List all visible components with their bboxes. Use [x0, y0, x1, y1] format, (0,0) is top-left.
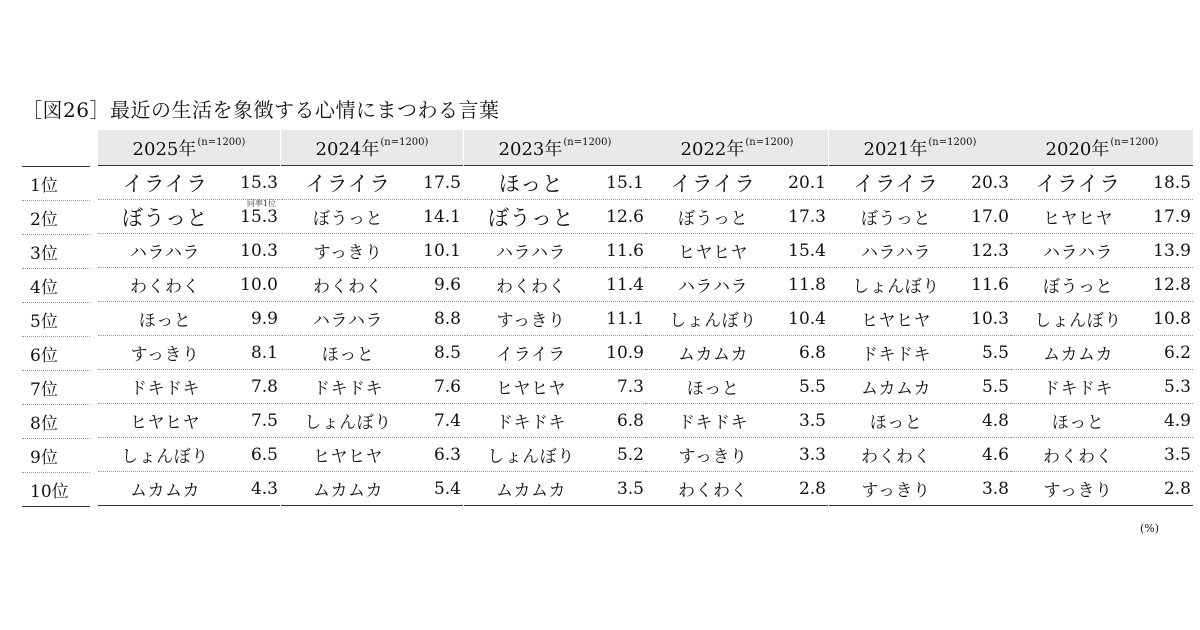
emotion-word: わくわく: [130, 277, 200, 297]
year-header: [1011, 130, 1193, 166]
year-table: [464, 130, 646, 506]
emotion-word: ムカムカ: [678, 345, 748, 365]
sample-size: (n=1200): [563, 137, 612, 148]
table-row: [464, 438, 646, 472]
percent-value: [232, 173, 280, 193]
emotion-word: イライラ: [1035, 171, 1121, 196]
rank-label: 5位: [30, 312, 58, 332]
percent-text: 6.3: [433, 444, 461, 465]
table-row: [1011, 404, 1193, 438]
table-row: [829, 472, 1011, 506]
percent-value: [963, 207, 1011, 227]
percent-text: 8.5: [433, 342, 461, 363]
percent-text: 4.9: [1163, 410, 1191, 431]
sample-size: (n=1200): [745, 137, 794, 148]
percent-text: 5.5: [981, 342, 1009, 363]
percent-text: 6.8: [616, 410, 644, 431]
percent-value: [598, 275, 646, 295]
emotion-word: ムカムカ: [130, 481, 200, 501]
emotion-word: わくわく: [861, 447, 931, 467]
emotion-word: すっきり: [130, 345, 200, 365]
table-row: [281, 234, 463, 268]
emotion-word: ぼうっと: [678, 209, 748, 229]
table-row: [1011, 370, 1193, 404]
year-header: [829, 130, 1011, 166]
emotion-word: ヒヤヒヤ: [130, 413, 200, 433]
rank-label: 1位: [30, 176, 58, 196]
percent-value: [415, 173, 463, 193]
rank-label: 2位: [30, 210, 58, 230]
emotion-word: しょんぼり: [121, 447, 209, 467]
percent-value: [1145, 173, 1193, 193]
table-row: [281, 268, 463, 302]
percent-value: [598, 241, 646, 261]
year-label: 2025年: [132, 138, 197, 160]
percent-text: 15.1: [606, 172, 644, 193]
rank-row: [22, 371, 90, 405]
rank-label: 9位: [30, 448, 58, 468]
table-row: [829, 234, 1011, 268]
emotion-word: ぼうっと: [1043, 277, 1113, 297]
table-row: [464, 200, 646, 234]
table-row: [464, 268, 646, 302]
emotion-word: ぼうっと: [313, 209, 383, 229]
percent-text: 6.2: [1163, 342, 1191, 363]
percent-value: [415, 445, 463, 465]
percent-text: 5.2: [616, 444, 644, 465]
emotion-word: ドキドキ: [678, 413, 748, 433]
percent-text: 7.8: [250, 376, 278, 397]
tie-note: 同率1位: [246, 198, 276, 208]
table-row: [98, 370, 280, 404]
emotion-word: ほっと: [321, 345, 375, 365]
emotion-word: しょんぼり: [1034, 311, 1122, 331]
rank-row: [22, 473, 90, 507]
table-row: [464, 472, 646, 506]
table-row: [646, 336, 828, 370]
table-row: [464, 234, 646, 268]
emotion-word: しょんぼり: [669, 311, 757, 331]
percent-value: [1145, 241, 1193, 261]
percent-text: 8.8: [433, 308, 461, 329]
rank-row: [22, 337, 90, 371]
sample-size: (n=1200): [928, 137, 977, 148]
percent-text: 2.8: [1163, 478, 1191, 499]
table-row: [281, 166, 463, 200]
percent-value: [415, 343, 463, 363]
percent-value: [963, 241, 1011, 261]
emotion-word: ヒヤヒヤ: [861, 311, 931, 331]
percent-text: 7.6: [433, 376, 461, 397]
percent-value: [963, 411, 1011, 431]
percent-value: [963, 479, 1011, 499]
table-row: [829, 268, 1011, 302]
percent-value: [780, 173, 828, 193]
emotion-word: イライラ: [305, 171, 391, 196]
table-row: [646, 268, 828, 302]
year-table: [98, 130, 280, 506]
percent-text: 12.6: [606, 206, 644, 227]
table-row: [646, 234, 828, 268]
year-header: [646, 130, 828, 166]
percent-value: [598, 343, 646, 363]
percent-text: 10.1: [423, 240, 461, 261]
percent-value: [415, 275, 463, 295]
percent-text: 10.9: [606, 342, 644, 363]
percent-text: 11.4: [606, 274, 644, 295]
emotion-word: ぼうっと: [861, 209, 931, 229]
percent-text: 5.5: [981, 376, 1009, 397]
percent-text: 4.3: [250, 478, 278, 499]
emotion-word: ほっと: [498, 171, 564, 196]
emotion-word: すっきり: [1043, 481, 1113, 501]
percent-value: [963, 173, 1011, 193]
emotion-word: ハラハラ: [678, 277, 748, 297]
percent-value: [415, 207, 463, 227]
emotion-word: わくわく: [313, 277, 383, 297]
emotion-word: ほっと: [869, 413, 923, 433]
table-row: [646, 472, 828, 506]
rank-row: [22, 235, 90, 269]
percent-value: [232, 309, 280, 329]
table-row: [281, 472, 463, 506]
percent-text: 14.1: [423, 206, 461, 227]
rank-label: 7位: [30, 380, 58, 400]
percent-text: 17.3: [788, 206, 826, 227]
percent-text: 8.1: [250, 342, 278, 363]
percent-text: 10.4: [788, 308, 826, 329]
emotion-word: すっきり: [678, 447, 748, 467]
percent-value: [415, 377, 463, 397]
rank-row: [22, 167, 90, 201]
percent-text: 12.8: [1153, 274, 1191, 295]
percent-text: 17.0: [971, 206, 1009, 227]
year-label: 2023年: [498, 138, 563, 160]
table-row: [646, 166, 828, 200]
percent-value: [232, 445, 280, 465]
emotion-word: ほっと: [138, 311, 192, 331]
percent-text: 9.9: [250, 308, 278, 329]
emotion-word: ムカムカ: [496, 481, 566, 501]
emotion-word: ドキドキ: [496, 413, 566, 433]
percent-value: [780, 343, 828, 363]
emotion-word: ハラハラ: [496, 243, 566, 263]
emotion-word: ドキドキ: [130, 379, 200, 399]
table-row: [1011, 268, 1193, 302]
rank-row: [22, 439, 90, 473]
emotion-word: ぼうっと: [488, 205, 574, 230]
emotion-word: ドキドキ: [1043, 379, 1113, 399]
table-row: [646, 404, 828, 438]
table-row: [281, 302, 463, 336]
percent-text: 11.6: [971, 274, 1009, 295]
table-row: [98, 234, 280, 268]
percent-text: 5.4: [433, 478, 461, 499]
table-row: [464, 166, 646, 200]
percent-value: [780, 207, 828, 227]
year-header: [464, 130, 646, 166]
percent-value: [415, 241, 463, 261]
percent-value: [1145, 343, 1193, 363]
percent-value: [780, 241, 828, 261]
rank-header: [22, 130, 90, 167]
percent-value: [232, 411, 280, 431]
percent-text: 15.4: [788, 240, 826, 261]
emotion-word: イライラ: [496, 345, 566, 365]
year-table: [829, 130, 1011, 506]
table-row: [281, 200, 463, 234]
emotion-word: すっきり: [496, 311, 566, 331]
percent-text: 15.3: [240, 172, 278, 193]
percent-value: [415, 479, 463, 499]
table-row: [829, 438, 1011, 472]
rank-row: [22, 303, 90, 337]
percent-value: [598, 377, 646, 397]
table-row: [646, 200, 828, 234]
percent-value: [963, 343, 1011, 363]
table-row: [281, 336, 463, 370]
percent-value: [780, 445, 828, 465]
table-row: [98, 438, 280, 472]
emotion-word: わくわく: [678, 481, 748, 501]
table-row: [98, 404, 280, 438]
table-row: [829, 200, 1011, 234]
percent-text: 11.8: [788, 274, 826, 295]
percent-value: [780, 479, 828, 499]
percent-text: 20.3: [971, 172, 1009, 193]
emotion-word: ほっと: [686, 379, 740, 399]
percent-text: 2.8: [798, 478, 826, 499]
emotion-word: ハラハラ: [130, 243, 200, 263]
emotion-word: しょんぼり: [304, 413, 392, 433]
rank-label: 4位: [30, 278, 58, 298]
percent-text: 15.3: [240, 206, 278, 227]
emotion-word: わくわく: [1043, 447, 1113, 467]
table-row: [829, 370, 1011, 404]
rank-row: [22, 201, 90, 235]
year-header: [98, 130, 280, 166]
emotion-word: ハラハラ: [1043, 243, 1113, 263]
table-row: [829, 404, 1011, 438]
percent-value: [598, 173, 646, 193]
percent-text: 3.8: [981, 478, 1009, 499]
table-row: [646, 302, 828, 336]
table-row: [1011, 166, 1193, 200]
emotion-word: ヒヤヒヤ: [496, 379, 566, 399]
table-row: [98, 336, 280, 370]
percent-text: 3.5: [1163, 444, 1191, 465]
percent-text: 11.6: [606, 240, 644, 261]
percent-text: 6.5: [250, 444, 278, 465]
percent-value: [1145, 411, 1193, 431]
table-row: [464, 336, 646, 370]
table-row: [1011, 200, 1193, 234]
sample-size: (n=1200): [197, 137, 246, 148]
table-row: [1011, 472, 1193, 506]
percent-text: 10.3: [971, 308, 1009, 329]
percent-value: [598, 411, 646, 431]
percent-text: 11.1: [606, 308, 644, 329]
year-label: 2022年: [680, 138, 745, 160]
percent-text: 10.3: [240, 240, 278, 261]
emotion-word: すっきり: [861, 481, 931, 501]
percent-value: [1145, 207, 1193, 227]
table-row: [281, 404, 463, 438]
year-label: 2024年: [315, 138, 380, 160]
rank-column: [22, 130, 90, 507]
table-row: [1011, 302, 1193, 336]
percent-value: [415, 411, 463, 431]
percent-text: 4.8: [981, 410, 1009, 431]
table-row: [464, 370, 646, 404]
emotion-word: ヒヤヒヤ: [1043, 209, 1113, 229]
percent-value: [963, 275, 1011, 295]
percent-text: 10.8: [1153, 308, 1191, 329]
emotion-word: ムカムカ: [861, 379, 931, 399]
emotion-word: ムカムカ: [313, 481, 383, 501]
table-row: [1011, 234, 1193, 268]
percent-value: [415, 309, 463, 329]
emotion-word: イライラ: [670, 171, 756, 196]
rank-label: 8位: [30, 414, 58, 434]
figure-title: ［図26］最近の生活を象徴する心情にまつわる言葉: [22, 98, 500, 122]
percent-value: [963, 377, 1011, 397]
percent-value: [1145, 309, 1193, 329]
percent-text: 12.3: [971, 240, 1009, 261]
percent-value: [232, 275, 280, 295]
percent-text: 5.3: [1163, 376, 1191, 397]
year-table: [646, 130, 828, 506]
percent-value: [780, 377, 828, 397]
percent-value: [780, 275, 828, 295]
table-row: [98, 200, 280, 234]
emotion-word: すっきり: [313, 243, 383, 263]
percent-text: 13.9: [1153, 240, 1191, 261]
percent-value: [1145, 275, 1193, 295]
table-row: [829, 166, 1011, 200]
percent-value: [598, 207, 646, 227]
sample-size: (n=1200): [380, 137, 429, 148]
emotion-word: ほっと: [1051, 413, 1105, 433]
emotion-word: ハラハラ: [861, 243, 931, 263]
percent-text: 4.6: [981, 444, 1009, 465]
table-row: [829, 302, 1011, 336]
percent-value: [232, 343, 280, 363]
emotion-word: ドキドキ: [313, 379, 383, 399]
rank-label: 10位: [30, 482, 69, 502]
percent-text: 5.5: [798, 376, 826, 397]
table-row: [281, 438, 463, 472]
emotion-word: わくわく: [496, 277, 566, 297]
table-row: [646, 370, 828, 404]
year-label: 2020年: [1045, 138, 1110, 160]
percent-value: [232, 241, 280, 261]
percent-value: [232, 479, 280, 499]
percent-text: 3.3: [798, 444, 826, 465]
percent-text: 7.4: [433, 410, 461, 431]
percent-text: 7.3: [616, 376, 644, 397]
emotion-word: ムカムカ: [1043, 345, 1113, 365]
table-row: [98, 302, 280, 336]
percent-value: [780, 309, 828, 329]
table-row: [281, 370, 463, 404]
table-row: [646, 438, 828, 472]
percent-text: 6.8: [798, 342, 826, 363]
table-row: [98, 268, 280, 302]
emotion-word: ヒヤヒヤ: [678, 243, 748, 263]
percent-value: [1145, 445, 1193, 465]
year-header: [281, 130, 463, 166]
table-row: [829, 336, 1011, 370]
percent-text: 3.5: [616, 478, 644, 499]
percent-text: 3.5: [798, 410, 826, 431]
table-row: [464, 404, 646, 438]
percent-value: [780, 411, 828, 431]
percent-value: [598, 309, 646, 329]
rank-label: 3位: [30, 244, 58, 264]
emotion-word: ぼうっと: [122, 205, 208, 230]
percent-value: [232, 377, 280, 397]
table-row: [1011, 438, 1193, 472]
percent-value: [1145, 479, 1193, 499]
percent-value: [598, 445, 646, 465]
percent-text: 10.0: [240, 274, 278, 295]
percent-text: 17.9: [1153, 206, 1191, 227]
percent-text: 17.5: [423, 172, 461, 193]
table-row: [464, 302, 646, 336]
percent-text: 18.5: [1153, 172, 1191, 193]
percent-text: 7.5: [250, 410, 278, 431]
year-label: 2021年: [863, 138, 928, 160]
rank-row: [22, 269, 90, 303]
percent-value: [232, 198, 280, 227]
rank-label: 6位: [30, 346, 58, 366]
sample-size: (n=1200): [1110, 137, 1159, 148]
emotion-word: イライラ: [853, 171, 939, 196]
emotion-word: ヒヤヒヤ: [313, 447, 383, 467]
percent-text: 9.6: [433, 274, 461, 295]
table-row: [1011, 336, 1193, 370]
percent-text: 20.1: [788, 172, 826, 193]
table-row: [98, 166, 280, 200]
percent-value: [963, 309, 1011, 329]
year-table: [1011, 130, 1193, 506]
rank-row: [22, 405, 90, 439]
emotion-word: しょんぼり: [852, 277, 940, 297]
percent-value: [598, 479, 646, 499]
emotion-word: イライラ: [122, 171, 208, 196]
percent-value: [1145, 377, 1193, 397]
table-row: [98, 472, 280, 506]
emotion-word: ハラハラ: [313, 311, 383, 331]
emotion-word: しょんぼり: [487, 447, 575, 467]
emotion-word: ドキドキ: [861, 345, 931, 365]
percent-value: [963, 445, 1011, 465]
year-table: [281, 130, 463, 506]
unit-label: (%): [1140, 522, 1160, 535]
